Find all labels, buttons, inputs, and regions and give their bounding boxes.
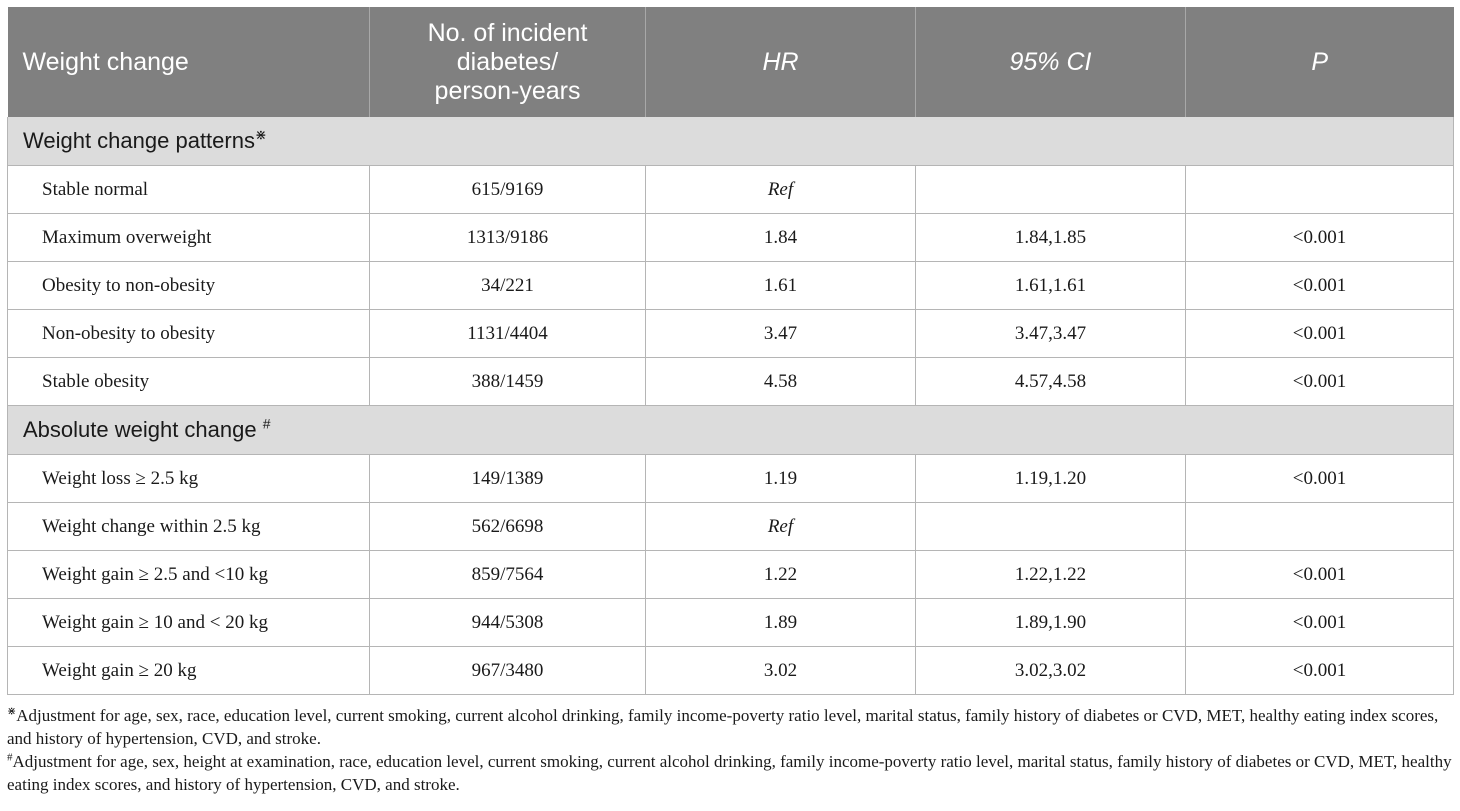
section-row-weight-change-patterns bbox=[8, 117, 1454, 166]
row-p: <0.001 bbox=[1186, 262, 1454, 310]
row-p: <0.001 bbox=[1186, 358, 1454, 406]
row-hr: Ref bbox=[646, 166, 916, 214]
section-title-cell bbox=[8, 117, 1454, 166]
header-p: P bbox=[1186, 7, 1454, 117]
row-hr: 4.58 bbox=[646, 358, 916, 406]
row-incidence: 388/1459 bbox=[370, 358, 646, 406]
header-incident-line-2: diabetes/ bbox=[456, 47, 559, 76]
row-label: Obesity to non-obesity bbox=[8, 262, 370, 310]
row-p: <0.001 bbox=[1186, 214, 1454, 262]
table-row bbox=[8, 262, 1454, 310]
row-label: Maximum overweight bbox=[8, 214, 370, 262]
row-hr: 1.19 bbox=[646, 455, 916, 503]
row-hr: 1.84 bbox=[646, 214, 916, 262]
table-row bbox=[8, 647, 1454, 695]
table-row bbox=[8, 214, 1454, 262]
row-incidence: 1313/9186 bbox=[370, 214, 646, 262]
results-table bbox=[7, 7, 1454, 695]
row-ci: 3.02,3.02 bbox=[916, 647, 1186, 695]
footnote-2-marker: # bbox=[7, 751, 13, 764]
row-ci: 3.47,3.47 bbox=[916, 310, 1186, 358]
row-label: Weight loss ≥ 2.5 kg bbox=[8, 455, 370, 503]
table-row bbox=[8, 599, 1454, 647]
row-ci: 1.61,1.61 bbox=[916, 262, 1186, 310]
table-header-row bbox=[8, 7, 1454, 117]
row-ci bbox=[916, 166, 1186, 214]
section-title: Weight change patterns bbox=[23, 128, 255, 153]
footnote-2-text: Adjustment for age, sex, height at examination, race, education level, current smoking, current alcohol drinking, family income-poverty ratio level, marital status, family history of diabetes or CVD, MET, healthy eating index scores, and history of hypertension, CVD, and stroke. bbox=[7, 752, 1452, 794]
section-footnote-marker: ⋇ bbox=[254, 126, 267, 143]
row-p bbox=[1186, 166, 1454, 214]
row-ci bbox=[916, 503, 1186, 551]
table-row bbox=[8, 503, 1454, 551]
footnote-1-text: Adjustment for age, sex, race, education level, current smoking, current alcohol drinking, family income-poverty ratio level, marital status, family history of diabetes or CVD, MET, healthy eating index scores, and history of hypertension, CVD, and stroke. bbox=[7, 706, 1439, 748]
row-hr: 3.02 bbox=[646, 647, 916, 695]
row-hr: 1.89 bbox=[646, 599, 916, 647]
row-p: <0.001 bbox=[1186, 599, 1454, 647]
row-label: Weight gain ≥ 20 kg bbox=[8, 647, 370, 695]
table-footnotes bbox=[7, 704, 1457, 796]
header-incident-diabetes bbox=[370, 7, 646, 117]
section-title: Absolute weight change bbox=[23, 417, 263, 442]
row-label: Non-obesity to obesity bbox=[8, 310, 370, 358]
row-ci: 4.57,4.58 bbox=[916, 358, 1186, 406]
row-p: <0.001 bbox=[1186, 551, 1454, 599]
row-p: <0.001 bbox=[1186, 455, 1454, 503]
row-p: <0.001 bbox=[1186, 647, 1454, 695]
row-ci: 1.89,1.90 bbox=[916, 599, 1186, 647]
row-incidence: 967/3480 bbox=[370, 647, 646, 695]
results-table-container bbox=[7, 7, 1453, 695]
footnote-2 bbox=[7, 750, 1457, 796]
table-row bbox=[8, 551, 1454, 599]
table-body bbox=[8, 117, 1454, 695]
row-label: Stable obesity bbox=[8, 358, 370, 406]
row-incidence: 1131/4404 bbox=[370, 310, 646, 358]
table-row bbox=[8, 166, 1454, 214]
header-ci: 95% CI bbox=[916, 7, 1186, 117]
row-ci: 1.22,1.22 bbox=[916, 551, 1186, 599]
header-hr: HR bbox=[646, 7, 916, 117]
row-ci: 1.84,1.85 bbox=[916, 214, 1186, 262]
row-p bbox=[1186, 503, 1454, 551]
row-incidence: 34/221 bbox=[370, 262, 646, 310]
row-incidence: 149/1389 bbox=[370, 455, 646, 503]
header-weight-change: Weight change bbox=[8, 7, 370, 117]
row-p: <0.001 bbox=[1186, 310, 1454, 358]
row-ci: 1.19,1.20 bbox=[916, 455, 1186, 503]
row-label: Weight change within 2.5 kg bbox=[8, 503, 370, 551]
section-title-cell bbox=[8, 406, 1454, 455]
row-label: Weight gain ≥ 10 and < 20 kg bbox=[8, 599, 370, 647]
row-label: Stable normal bbox=[8, 166, 370, 214]
row-incidence: 859/7564 bbox=[370, 551, 646, 599]
row-hr: 1.61 bbox=[646, 262, 916, 310]
table-row bbox=[8, 310, 1454, 358]
row-hr: 1.22 bbox=[646, 551, 916, 599]
section-footnote-marker: # bbox=[262, 415, 271, 432]
table-row bbox=[8, 455, 1454, 503]
header-incident-line-3: person-years bbox=[434, 76, 581, 105]
footnote-1-marker: ⋇ bbox=[7, 705, 17, 718]
row-hr: Ref bbox=[646, 503, 916, 551]
row-hr: 3.47 bbox=[646, 310, 916, 358]
footnote-1 bbox=[7, 704, 1457, 750]
row-incidence: 615/9169 bbox=[370, 166, 646, 214]
table-row bbox=[8, 358, 1454, 406]
header-incident-line-1: No. of incident bbox=[427, 18, 588, 47]
section-row-absolute-weight-change bbox=[8, 406, 1454, 455]
row-incidence: 562/6698 bbox=[370, 503, 646, 551]
row-label: Weight gain ≥ 2.5 and <10 kg bbox=[8, 551, 370, 599]
row-incidence: 944/5308 bbox=[370, 599, 646, 647]
